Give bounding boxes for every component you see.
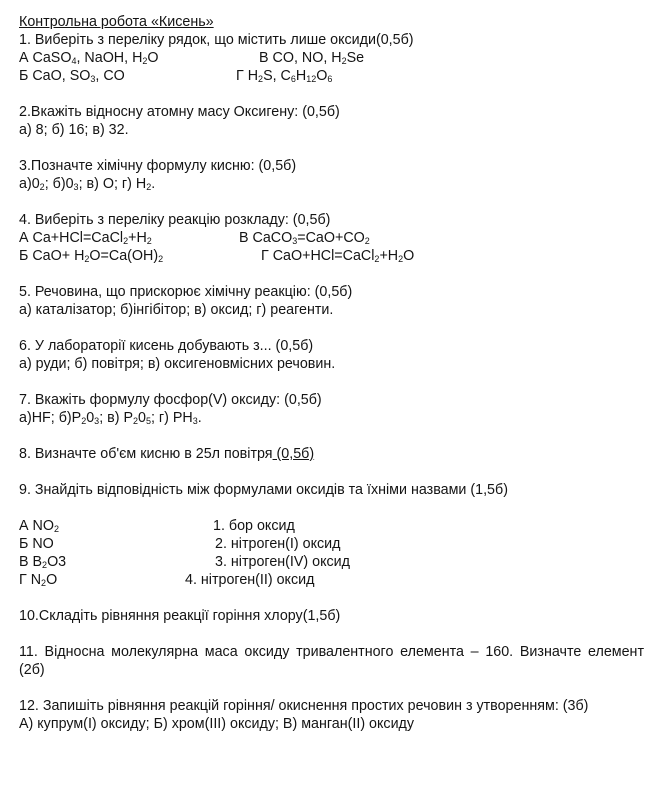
formula-g: Г $N_2O$: [19, 572, 58, 588]
question-9-row-2: [19, 535, 644, 553]
option-a: А $Ca+HCl=CaCl_2+H_2$: [19, 230, 152, 246]
question-12-answers: А) купрум(І) оксиду; Б) хром(ІІІ) оксиду; В) манган(ІІ) оксиду: [19, 716, 415, 732]
question-4: 4. Виберіть з переліку реакцію розкладу: (0,5б): [19, 212, 331, 228]
question-1-options-row-1: [19, 49, 644, 67]
question-3: 3.Позначте хімічну формулу кисню: (0,5б): [19, 158, 297, 174]
question-9: 9. Знайдіть відповідність між формулами оксидів та їхніми назвами (1,5б): [19, 482, 508, 498]
option-v: В CO, NO, $H_2Se$: [259, 50, 365, 66]
question-1-options-row-2: [19, 67, 644, 85]
option-b: Б $CaO+ H_2O=Ca(OH)_2$: [19, 248, 164, 264]
option-g: Г $H_2S$, $C_6H_{12}O_6$: [236, 68, 333, 84]
worksheet-title: Контрольна робота «Кисень»: [19, 14, 214, 30]
question-4-options-row-1: [19, 229, 644, 247]
name-4: 4. нітроген(ІІ) оксид: [185, 572, 315, 588]
question-2-answers: а) 8; б) 16; в) 32.: [19, 122, 129, 138]
question-2: 2.Вкажіть відносну атомну масу Оксигену: (0,5б): [19, 104, 340, 120]
option-v: В $CaCO_3=CaO+CO_2$: [239, 230, 370, 246]
question-7-answers: а)HF; $б)P_20_3$; в) $P_20_5$; г) $PH_3$.: [19, 410, 202, 426]
question-11: 11. Відносна молекулярна маса оксиду тривалентного елемента – 160. Визначте елемент (2б): [19, 644, 644, 678]
question-6-answers: а) руди; б) повітря; в) оксигеновмісних речовин.: [19, 356, 336, 372]
question-9-row-3: [19, 553, 644, 571]
question-5: 5. Речовина, що прискорює хімічну реакцію: (0,5б): [19, 284, 353, 300]
name-2: 2. нітроген(І) оксид: [215, 536, 341, 552]
question-9-row-1: [19, 517, 644, 535]
formula-v: В $B_2O3$: [19, 554, 67, 570]
question-4-options-row-2: [19, 247, 644, 265]
formula-b: Б NO: [19, 536, 54, 552]
question-9-row-4: [19, 571, 644, 589]
option-g: Г $CaO+HCl=CaCl_2+H_2O$: [261, 248, 415, 264]
name-1: 1. бор оксид: [213, 518, 295, 534]
question-1: 1. Виберіть з переліку рядок, що містить лише оксиди(0,5б): [19, 32, 414, 48]
option-b: Б CaO, $SO_3$, CO: [19, 68, 125, 84]
question-10: 10.Складіть рівняння реакції горіння хлору(1,5б): [19, 608, 341, 624]
name-3: 3. нітроген(ІV) оксид: [215, 554, 351, 570]
worksheet: [19, 13, 644, 733]
option-a: А CaSO$_4$, NaOH, $H_2O$: [19, 50, 159, 66]
question-8: 8. Визначте об'єм кисню в 25л повітря (0,5б): [19, 446, 315, 462]
formula-a: А $NO_2$: [19, 518, 59, 534]
question-12: 12. Запишіть рівняння реакцій горіння/ окиснення простих речовин з утворенням: (3б): [19, 698, 589, 714]
question-5-answers: а) каталізатор; б)інгібітор; в) оксид; г) реагенти.: [19, 302, 334, 318]
question-7: 7. Вкажіть формулу фосфор(V) оксиду: (0,5б): [19, 392, 322, 408]
question-3-answers: $а)0_2$; $б)0_3$; в) O; г) $H_2$.: [19, 176, 156, 192]
question-6: 6. У лабораторії кисень добувають з... (0,5б): [19, 338, 314, 354]
